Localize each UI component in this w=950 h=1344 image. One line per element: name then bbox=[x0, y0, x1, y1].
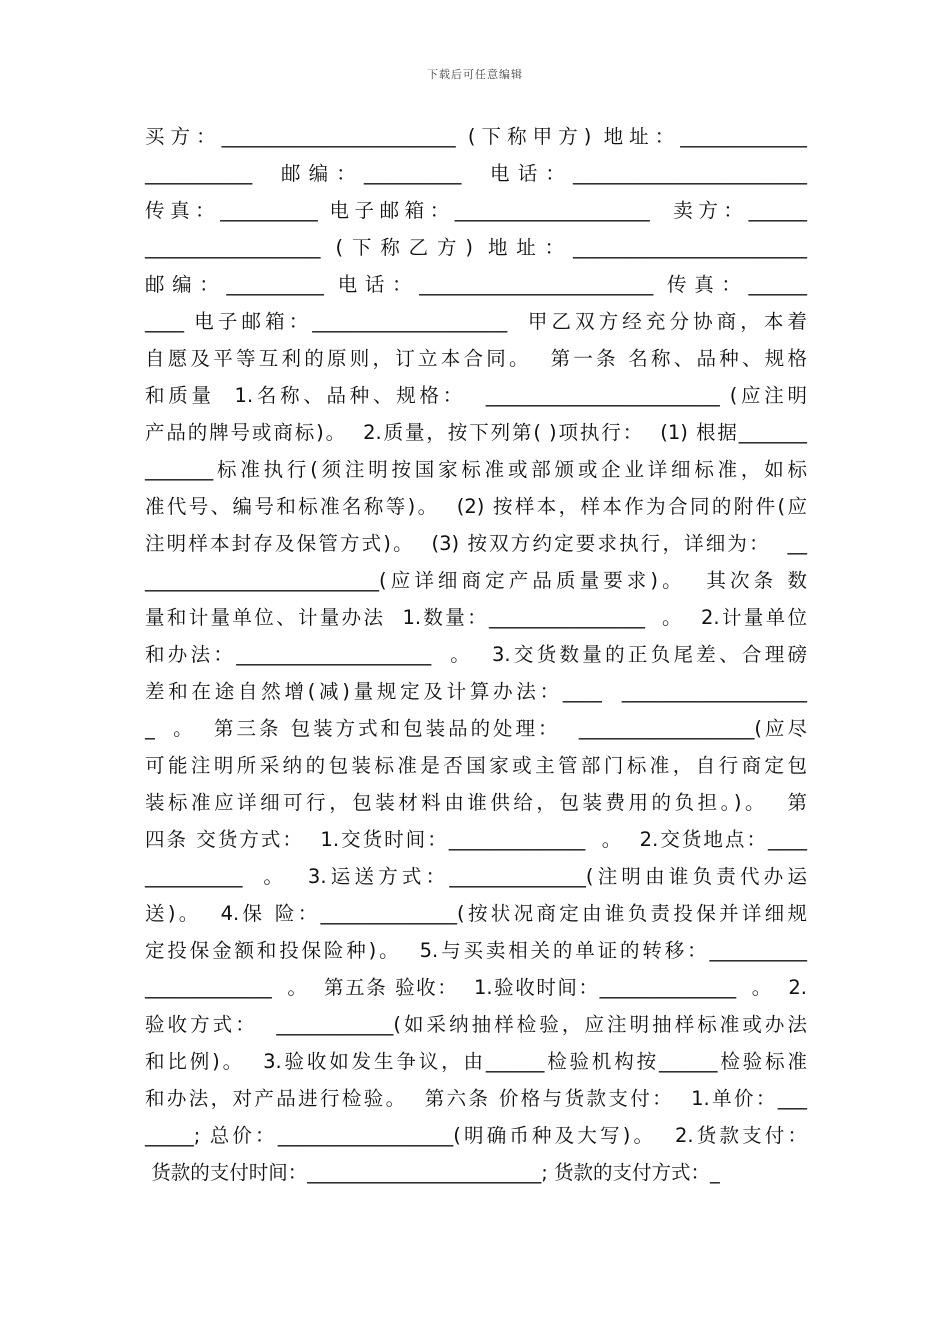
contract-line: 定投保金额和投保险种)。 5.与买卖相关的单证的转移：__________ bbox=[145, 939, 807, 962]
contract-line: 四条 交货方式： 1.交货时间：______________ 。 2.交货地点：____ bbox=[145, 828, 807, 851]
contract-line: 验收方式： ____________(如采纳抽样检验，应注明抽样标准或办法 bbox=[145, 1013, 807, 1036]
contract-line: ________________________(应详细商定产品质量要求)。 其次条 数 bbox=[145, 569, 807, 592]
contract-line: 和办法，对产品进行检验。 第六条 价格与货款支付： 1.单价：___ bbox=[145, 1087, 807, 1110]
contract-line: 送)。 4.保 险：______________(按状况商定由谁负责投保并详细规 bbox=[145, 902, 807, 925]
contract-line: 和比例)。 3.验收如发生争议，由______检验机构按______检验标准 bbox=[145, 1050, 807, 1073]
contract-line: __________ 。 3.运送方式：______________(注明由谁负责代办运 bbox=[145, 865, 807, 888]
contract-line: ____ 电子邮箱：____________________ 甲乙双方经充分协商，本着 bbox=[145, 310, 807, 333]
contract-line: __________________ (下称乙方) 地址：________________________ bbox=[145, 236, 807, 259]
contract-line: _____________ 。 第五条 验收： 1.验收时间：______________ 。 2. bbox=[145, 976, 807, 999]
contract-line: _ 。 第三条 包装方式和包装品的处理： __________________(应尽 bbox=[145, 717, 807, 740]
contract-line: 差和在途自然增(减)量规定及计算办法：____ ___________________ bbox=[145, 680, 807, 703]
contract-line: 量和计量单位、计量办法 1.数量：________________ 。 2.计量单位 bbox=[145, 606, 807, 629]
contract-body bbox=[145, 118, 807, 1191]
contract-line: 装标准应详细可行，包装材料由谁供给，包装费用的负担。)。 第 bbox=[145, 791, 807, 814]
contract-line: 可能注明所采纳的包装标准是否国家或主管部门标准，自行商定包 bbox=[145, 754, 807, 777]
contract-line: 产品的牌号或商标)。 2.质量，按下列第( )项执行： (1) 根据_______ bbox=[145, 421, 807, 444]
contract-line: _______标准执行(须注明按国家标准或部颁或企业详细标准，如标 bbox=[145, 458, 807, 481]
contract-line: 注明样本封存及保管方式)。 (3) 按双方约定要求执行，详细为： __ bbox=[145, 532, 807, 555]
contract-line: 和办法：____________________ 。 3.交货数量的正负尾差、合理磅 bbox=[145, 643, 807, 666]
contract-line: 邮编：__________ 电话：________________________ 传真：______ bbox=[145, 273, 807, 296]
header-note: 下载后可任意编辑 bbox=[427, 68, 523, 81]
contract-line: 和质量 1.名称、品种、规格： ________________________ (应注明 bbox=[145, 384, 807, 407]
contract-line: 买方：________________________ (下称甲方) 地址：_____________ bbox=[145, 125, 807, 148]
contract-line: 传真：__________ 电子邮箱：____________________ 卖方：______ bbox=[145, 199, 807, 222]
contract-line: 自愿及平等互利的原则，订立本合同。 第一条 名称、品种、规格 bbox=[145, 347, 807, 370]
contract-line: 货款的支付时间：________________________; 货款的支付方式：_ bbox=[145, 1161, 720, 1184]
contract-line: _____; 总价：__________________(明确币种及大写)。 2.货款支付： bbox=[145, 1124, 807, 1147]
contract-line: ___________ 邮编：__________ 电话：________________________ bbox=[145, 162, 807, 185]
contract-line: 准代号、编号和标准名称等)。 (2) 按样本，样本作为合同的附件(应 bbox=[145, 495, 807, 518]
